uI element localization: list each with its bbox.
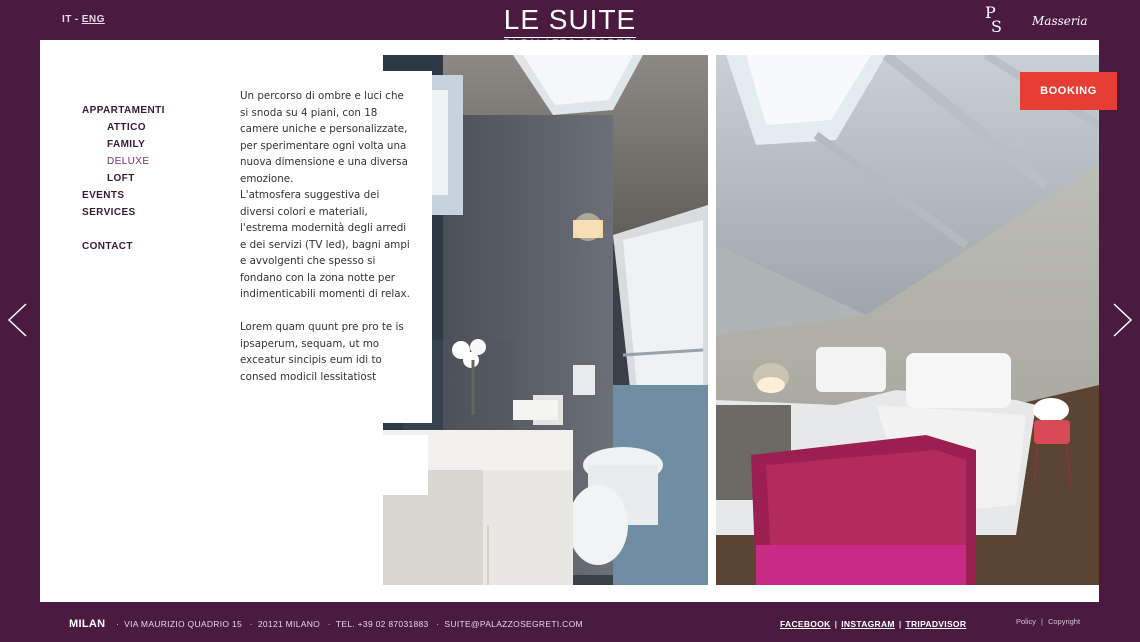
- nav-loft[interactable]: LOFT: [107, 173, 135, 184]
- description-paragraph-3: Lorem quam quunt pre pro te is ipsaperum, sequam, ut mo exceatur sincipis eum idi to consed modicil lessitatiost: [240, 321, 404, 383]
- nav-deluxe[interactable]: DELUXE: [107, 156, 150, 167]
- chevron-right-icon[interactable]: [1112, 302, 1134, 338]
- footer-phone[interactable]: TEL. +39 02 87031883: [335, 619, 429, 629]
- instagram-link[interactable]: INSTAGRAM: [841, 619, 895, 629]
- ps-logo[interactable]: [985, 3, 1002, 36]
- nav-family[interactable]: FAMILY: [107, 139, 146, 150]
- social-links: [780, 619, 966, 629]
- nav-contact[interactable]: CONTACT: [82, 241, 133, 252]
- language-switcher: [62, 14, 105, 25]
- footer-address: [69, 618, 583, 630]
- social-separator: |: [834, 619, 838, 629]
- footer-dot: ·: [249, 619, 253, 629]
- footer-street: VIA MAURIZIO QUADRIO 15: [124, 619, 243, 629]
- chevron-left-icon[interactable]: [6, 302, 28, 338]
- nav-spacer: [82, 221, 165, 238]
- footer: [0, 612, 1140, 636]
- copyright-link[interactable]: Copyright: [1047, 617, 1081, 626]
- footer-dot: ·: [436, 619, 440, 629]
- lang-separator: -: [74, 14, 79, 25]
- booking-button[interactable]: BOOKING: [1020, 72, 1117, 110]
- description-text: [240, 88, 415, 385]
- bedroom-photo: [716, 55, 1099, 585]
- masseria-link[interactable]: Masseria: [1032, 14, 1088, 28]
- social-separator: |: [898, 619, 902, 629]
- facebook-link[interactable]: FACEBOOK: [780, 619, 831, 629]
- lang-it-link[interactable]: IT: [62, 14, 72, 25]
- nav-services[interactable]: SERVICES: [82, 207, 136, 218]
- ps-logo-s: S: [991, 17, 1002, 36]
- legal-links: [1016, 617, 1080, 626]
- ps-logo-p: P: [985, 3, 996, 22]
- description-paragraph-1: Un percorso di ombre e luci che si snoda su 4 piani, con 18 camere uniche e personalizzate, per sperimentare ogni volta una nuova dimensione e una diversa emozione.: [240, 90, 408, 185]
- lang-eng-link[interactable]: ENG: [81, 14, 105, 25]
- nav-events[interactable]: EVENTS: [82, 190, 125, 201]
- footer-dot: ·: [116, 619, 120, 629]
- logo-title: LE SUITE: [503, 4, 637, 35]
- footer-zip-city: 20121 MILANO: [257, 619, 321, 629]
- apartment-nav: [82, 102, 165, 255]
- nav-appartamenti[interactable]: APPARTAMENTI: [82, 105, 165, 116]
- footer-dot: ·: [327, 619, 331, 629]
- legal-separator: |: [1041, 617, 1043, 626]
- footer-city: MILAN: [69, 618, 106, 630]
- policy-link[interactable]: Policy: [1016, 617, 1037, 626]
- nav-attico[interactable]: ATTICO: [107, 122, 146, 133]
- description-paragraph-2: L'atmosfera suggestiva dei diversi colori e materiali, l'estrema modernità degli arredi e dei servizi (TV led), bagni ampi e avvolgenti che spesso si fondano con la zona notte per indimenticabili momenti di relax.: [240, 189, 410, 300]
- tripadvisor-link[interactable]: TRIPADVISOR: [905, 619, 967, 629]
- footer-email[interactable]: SUITE@PALAZZOSEGRETI.COM: [444, 619, 583, 629]
